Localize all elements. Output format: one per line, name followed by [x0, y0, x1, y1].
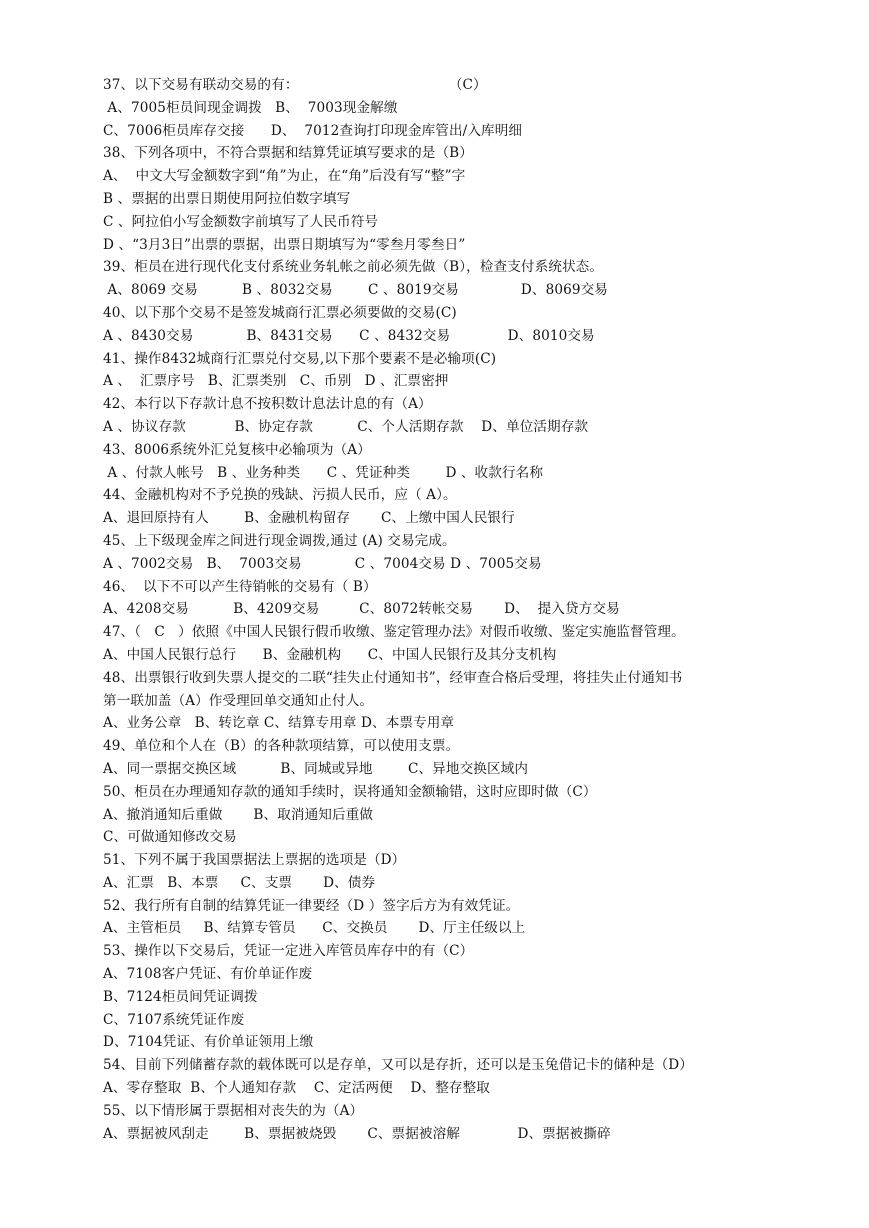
- text-line: A 、 汇票序号 B、汇票类别 C、币别 D 、汇票密押: [103, 373, 449, 390]
- text-line: A、 中文大写金额数字到“角”为止，在“角”后没有写“整”字: [103, 168, 466, 185]
- text-line: 37、以下交易有联动交易的有： （C）: [103, 77, 487, 93]
- text-line: 第一联加盖（A）作受理回单交通知止付人。: [103, 692, 374, 709]
- text-line: 47、（ C ）依照《中国人民银行假币收缴、鉴定管理办法》对假币收缴、鉴定实施监督管理。: [103, 624, 685, 641]
- text-line: 39、柜员在进行现代化支付系统业务轧帐之前必须先做（B），检查支付系统状态。: [103, 259, 604, 276]
- text-line: A、退回原持有人 B、金融机构留存 C、上缴中国人民银行: [103, 510, 515, 527]
- text-line: C、7107系统凭证作废: [103, 1011, 245, 1028]
- text-line: A、中国人民银行总行 B、金融机构 C、中国人民银行及其分支机构: [103, 646, 557, 663]
- document-page: [103, 74, 803, 1145]
- text-line: A、业务公章 B、转讫章 C、结算专用章 D、本票专用章: [103, 715, 455, 732]
- text-line: 46、 以下不可以产生待销帐的交易有（ B）: [103, 578, 377, 595]
- text-line: 44、金融机构对不予兑换的残缺、污损人民币，应（ A）。: [103, 487, 457, 504]
- text-line: 40、以下那个交易不是签发城商行汇票必须要做的交易(C): [103, 304, 457, 321]
- text-line: A、撤消通知后重做 B、取消通知后重做: [103, 806, 374, 823]
- text-line: A、票据被风刮走 B、票据被烧毁 C、票据被溶解 D、票据被撕碎: [103, 1125, 611, 1142]
- text-line: A 、7002交易 B、 7003交易 C 、7004交易 D 、7005交易: [103, 555, 542, 572]
- text-line: 45、上下级现金库之间进行现金调拨,通过 (A) 交易完成。: [103, 532, 456, 549]
- text-line: 43、8006系统外汇兑复核中必输项为（A）: [103, 441, 371, 458]
- text-line: A、主管柜员 B、结算专管员 C、交换员 D、厅主任级以上: [103, 920, 526, 937]
- text-line: B、7124柜员间凭证调拨: [103, 988, 258, 1005]
- text-line: A、汇票 B、本票 C、支票 D、债券: [103, 874, 376, 891]
- text-line: A 、8430交易 B、8431交易 C 、8432交易 D、8010交易: [103, 327, 595, 344]
- text-line: 51、下列不属于我国票据法上票据的选项是（D）: [103, 852, 406, 869]
- text-line: A、7108客户凭证、有价单证作废: [103, 966, 313, 983]
- text-line: A 、付款人帐号 B 、业务种类 C 、凭证种类 D 、收款行名称: [103, 464, 544, 481]
- text-line: C、可做通知修改交易: [103, 829, 237, 846]
- text-line: 50、柜员在办理通知存款的通知手续时，误将通知金额输错，这时应即时做（C）: [103, 783, 597, 800]
- text-line: 53、操作以下交易后，凭证一定进入库管员库存中的有（C）: [103, 943, 474, 960]
- text-line: A、8069 交易 B 、8032交易 C 、8019交易 D、8069交易: [103, 282, 608, 299]
- text-line: 38、下列各项中，不符合票据和结算凭证填写要求的是（B）: [103, 145, 473, 162]
- text-line: 55、以下情形属于票据相对丧失的为（A）: [103, 1102, 364, 1119]
- text-line: D、7104凭证、有价单证领用上缴: [103, 1034, 314, 1051]
- text-line: 52、我行所有自制的结算凭证一律要经（D ）签字后方为有效凭证。: [103, 897, 520, 914]
- text-line: A、4208交易 B、4209交易 C、8072转帐交易 D、 提入贷方交易: [103, 601, 620, 618]
- text-line: A 、协议存款 B、协定存款 C、个人活期存款 D、单位活期存款: [103, 418, 589, 435]
- text-line: C 、阿拉伯小写金额数字前填写了人民币符号: [103, 213, 379, 230]
- text-line: 42、本行以下存款计息不按积数计息法计息的有（A）: [103, 396, 432, 413]
- text-line: 49、单位和个人在（B）的各种款项结算，可以使用支票。: [103, 738, 460, 755]
- text-line: 54、目前下列储蓄存款的载体既可以是存单，又可以是存折，还可以是玉兔借记卡的储种是（D）: [103, 1057, 693, 1074]
- text-line: A、零存整取 B、个人通知存款 C、定活两便 D、整存整取: [103, 1080, 490, 1097]
- text-line: D 、“3月3日”出票的票据，出票日期填写为“零叁月零叁日”: [103, 236, 466, 253]
- text-line: A、同一票据交换区域 B、同城或异地 C、异地交换区域内: [103, 760, 529, 777]
- text-line: C、7006柜员库存交接 D、 7012查询打印现金库管出/入库明细: [103, 122, 523, 139]
- text-line: 41、操作8432城商行汇票兑付交易,以下那个要素不是必输项(C): [103, 350, 497, 367]
- text-line: 48、出票银行收到失票人提交的二联“挂失止付通知书”，经审查合格后受理，将挂失止付通知书: [103, 669, 683, 686]
- text-line: B 、票据的出票日期使用阿拉伯数字填写: [103, 190, 351, 207]
- text-line: A、7005柜员间现金调拨 B、 7003现金解缴: [103, 99, 398, 116]
